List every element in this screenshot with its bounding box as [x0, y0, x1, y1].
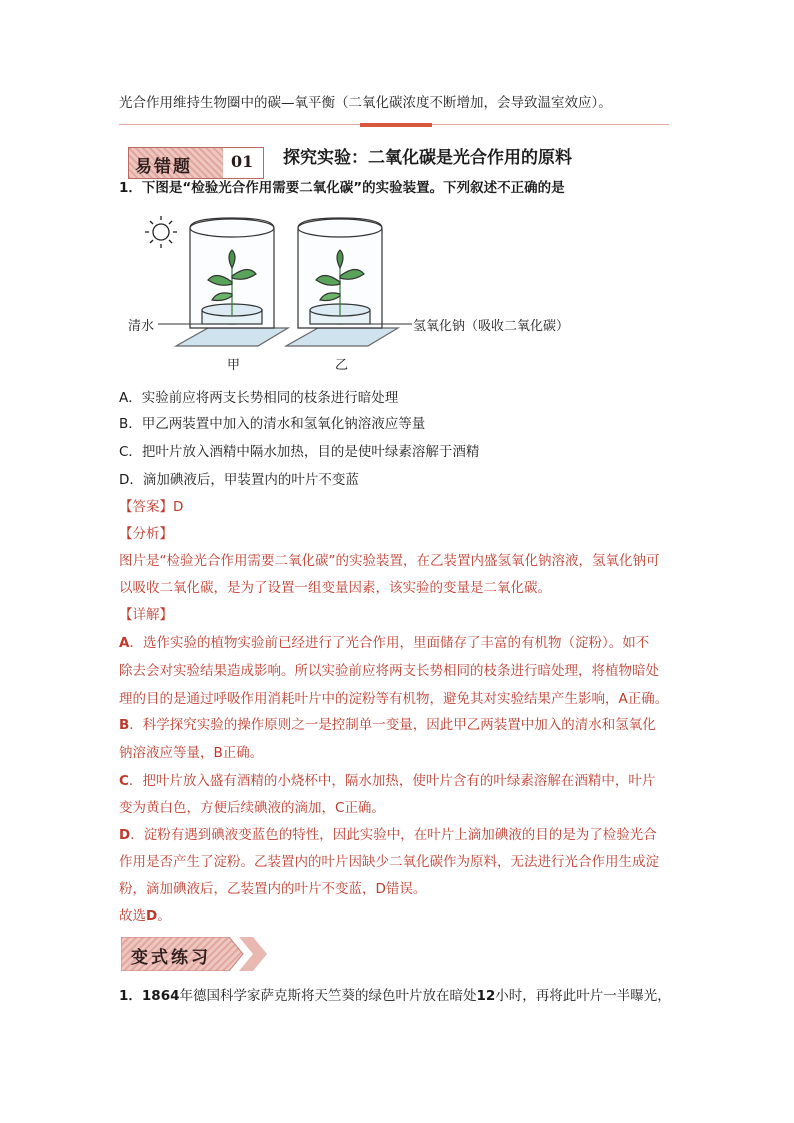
detail-d-line-1	[119, 825, 657, 845]
question-stem-text: 1．下图是“检验光合作用需要二氧化碳”的实验装置。下列叙述不正确的是	[119, 180, 565, 196]
analysis-line-1: 图片是“检验光合作用需要二氧化碳”的实验装置，在乙装置内盛氢氧化钠溶液，氢氧化钠可	[119, 553, 660, 569]
conclusion-end: 。	[157, 908, 171, 924]
option-d: D．滴加碘液后，甲装置内的叶片不变蓝	[119, 472, 359, 488]
detail-d-line-2: 作用是否产生了淀粉。乙装置内的叶片因缺少二氧化碳作为原料，无法进行光合作用生成淀	[119, 854, 659, 870]
sun-icon	[145, 216, 177, 248]
detail-c-line-2	[119, 798, 385, 818]
detail-d-text-3: 粉，滴加碘液后，乙装置内的叶片不变蓝，	[119, 881, 376, 897]
detail-b-text-1: ．科学探究实验的操作原则之一是控制单一变量，因此甲乙两装置中加入的清水和氢氧化	[129, 717, 656, 733]
detail-c-end: 正确。	[344, 800, 385, 816]
error-badge-label-box	[128, 147, 225, 179]
detail-d-line-3	[119, 879, 426, 899]
top-divider-accent	[360, 123, 432, 127]
jar-b	[286, 218, 398, 346]
question2-line	[119, 986, 671, 1006]
analysis-line-2: 以吸收二氧化碳，是为了设置一组变量因素，该实验的变量是二氧化碳。	[119, 580, 551, 596]
question2-text1: 年德国科学家萨克斯将天竺葵的绿色叶片放在暗处	[179, 988, 477, 1004]
detail-a-text-3: 理的目的是通过呼吸作用消耗叶片中的淀粉等有机物，避免其对实验结果产生影响，	[119, 691, 619, 707]
detail-label: 【详解】	[119, 607, 173, 623]
detail-d-text-1: ．淀粉有遇到碘液变蓝色的特性，因此实验中，在叶片上滴加碘液的目的是为了检验光合	[130, 827, 657, 843]
option-b: B．甲乙两装置中加入的清水和氢氧化钠溶液应等量	[119, 416, 426, 432]
detail-a-end: 正确。	[627, 691, 669, 707]
detail-d-end: 错误。	[385, 881, 427, 897]
detail-b-end: 正确。	[222, 745, 264, 761]
conclusion-line	[119, 906, 171, 926]
detail-c-line-1	[119, 771, 655, 791]
detail-a-text-1: ．选作实验的植物实验前已经进行了光合作用，里面储存了丰富的有机物（淀粉）。如不	[129, 635, 650, 651]
answer-label: 【答案】	[119, 499, 173, 515]
answer-value: D	[173, 499, 184, 515]
detail-b-line-2	[119, 743, 263, 763]
variant-banner-text: 变式练习	[131, 948, 211, 968]
detail-c-text-1: ．把叶片放入盛有酒精的小烧杯中，隔水加热，使叶片含有的叶绿素溶解在酒精中，叶片	[128, 773, 656, 789]
option-c: C．把叶片放入酒精中隔水加热，目的是使叶绿素溶解于酒精	[119, 444, 480, 460]
detail-d-letter: D	[119, 827, 131, 843]
analysis-label: 【分析】	[119, 526, 173, 542]
conclusion-letter: D	[146, 908, 158, 924]
detail-b-letter: B	[119, 717, 130, 733]
variant-banner	[121, 937, 271, 971]
detail-a-end-letter: A	[618, 691, 628, 707]
detail-c-letter: C	[119, 773, 129, 789]
conclusion-text: 故选	[119, 908, 146, 924]
detail-a-letter: A	[119, 635, 130, 651]
label-water: 清水	[128, 319, 155, 334]
detail-b-end-letter: B	[213, 745, 223, 761]
question2-year: 1864	[141, 988, 180, 1004]
experiment-figure	[128, 206, 598, 376]
intro-text: 光合作用维持生物圈中的碳—氧平衡（二氧化碳浓度不断增加，会导致温室效应）。	[119, 95, 612, 111]
detail-b-text-2: 钠溶液应等量，	[119, 745, 214, 761]
detail-c-text-2: 变为黄白色，方便后续碘液的滴加，	[119, 800, 335, 816]
question2-hours: 12	[476, 988, 496, 1004]
label-jar-a: 甲	[227, 358, 241, 373]
question2-text2: 小时，再将此叶片一半曝光，	[495, 988, 671, 1004]
label-naoh: 氢氧化钠（吸收二氧化碳）	[413, 319, 570, 334]
question-stem	[119, 178, 565, 198]
answer-line	[119, 497, 183, 517]
error-badge-number: 01	[231, 152, 254, 171]
detail-a-line-3	[119, 689, 668, 709]
detail-b-line-1	[119, 715, 656, 735]
detail-d-end-letter: D	[375, 881, 386, 897]
question2-num: 1．	[119, 988, 142, 1004]
error-badge-label: 易错题	[135, 157, 192, 177]
detail-a-line-2: 除去会对实验结果造成影响。所以实验前应将两支长势相同的枝条进行暗处理，将植物暗处	[119, 663, 659, 679]
option-a: A．实验前应将两支长势相同的枝条进行暗处理	[119, 390, 399, 406]
jar-a	[176, 218, 288, 346]
error-badge-number-box	[223, 147, 264, 179]
error-badge	[128, 147, 268, 177]
label-jar-b: 乙	[335, 358, 349, 373]
experiment-illustration	[128, 206, 598, 376]
error-section-title: 探究实验：二氧化碳是光合作用的原料	[283, 148, 572, 168]
detail-a-line-1	[119, 633, 649, 653]
detail-c-end-letter: C	[335, 800, 345, 816]
